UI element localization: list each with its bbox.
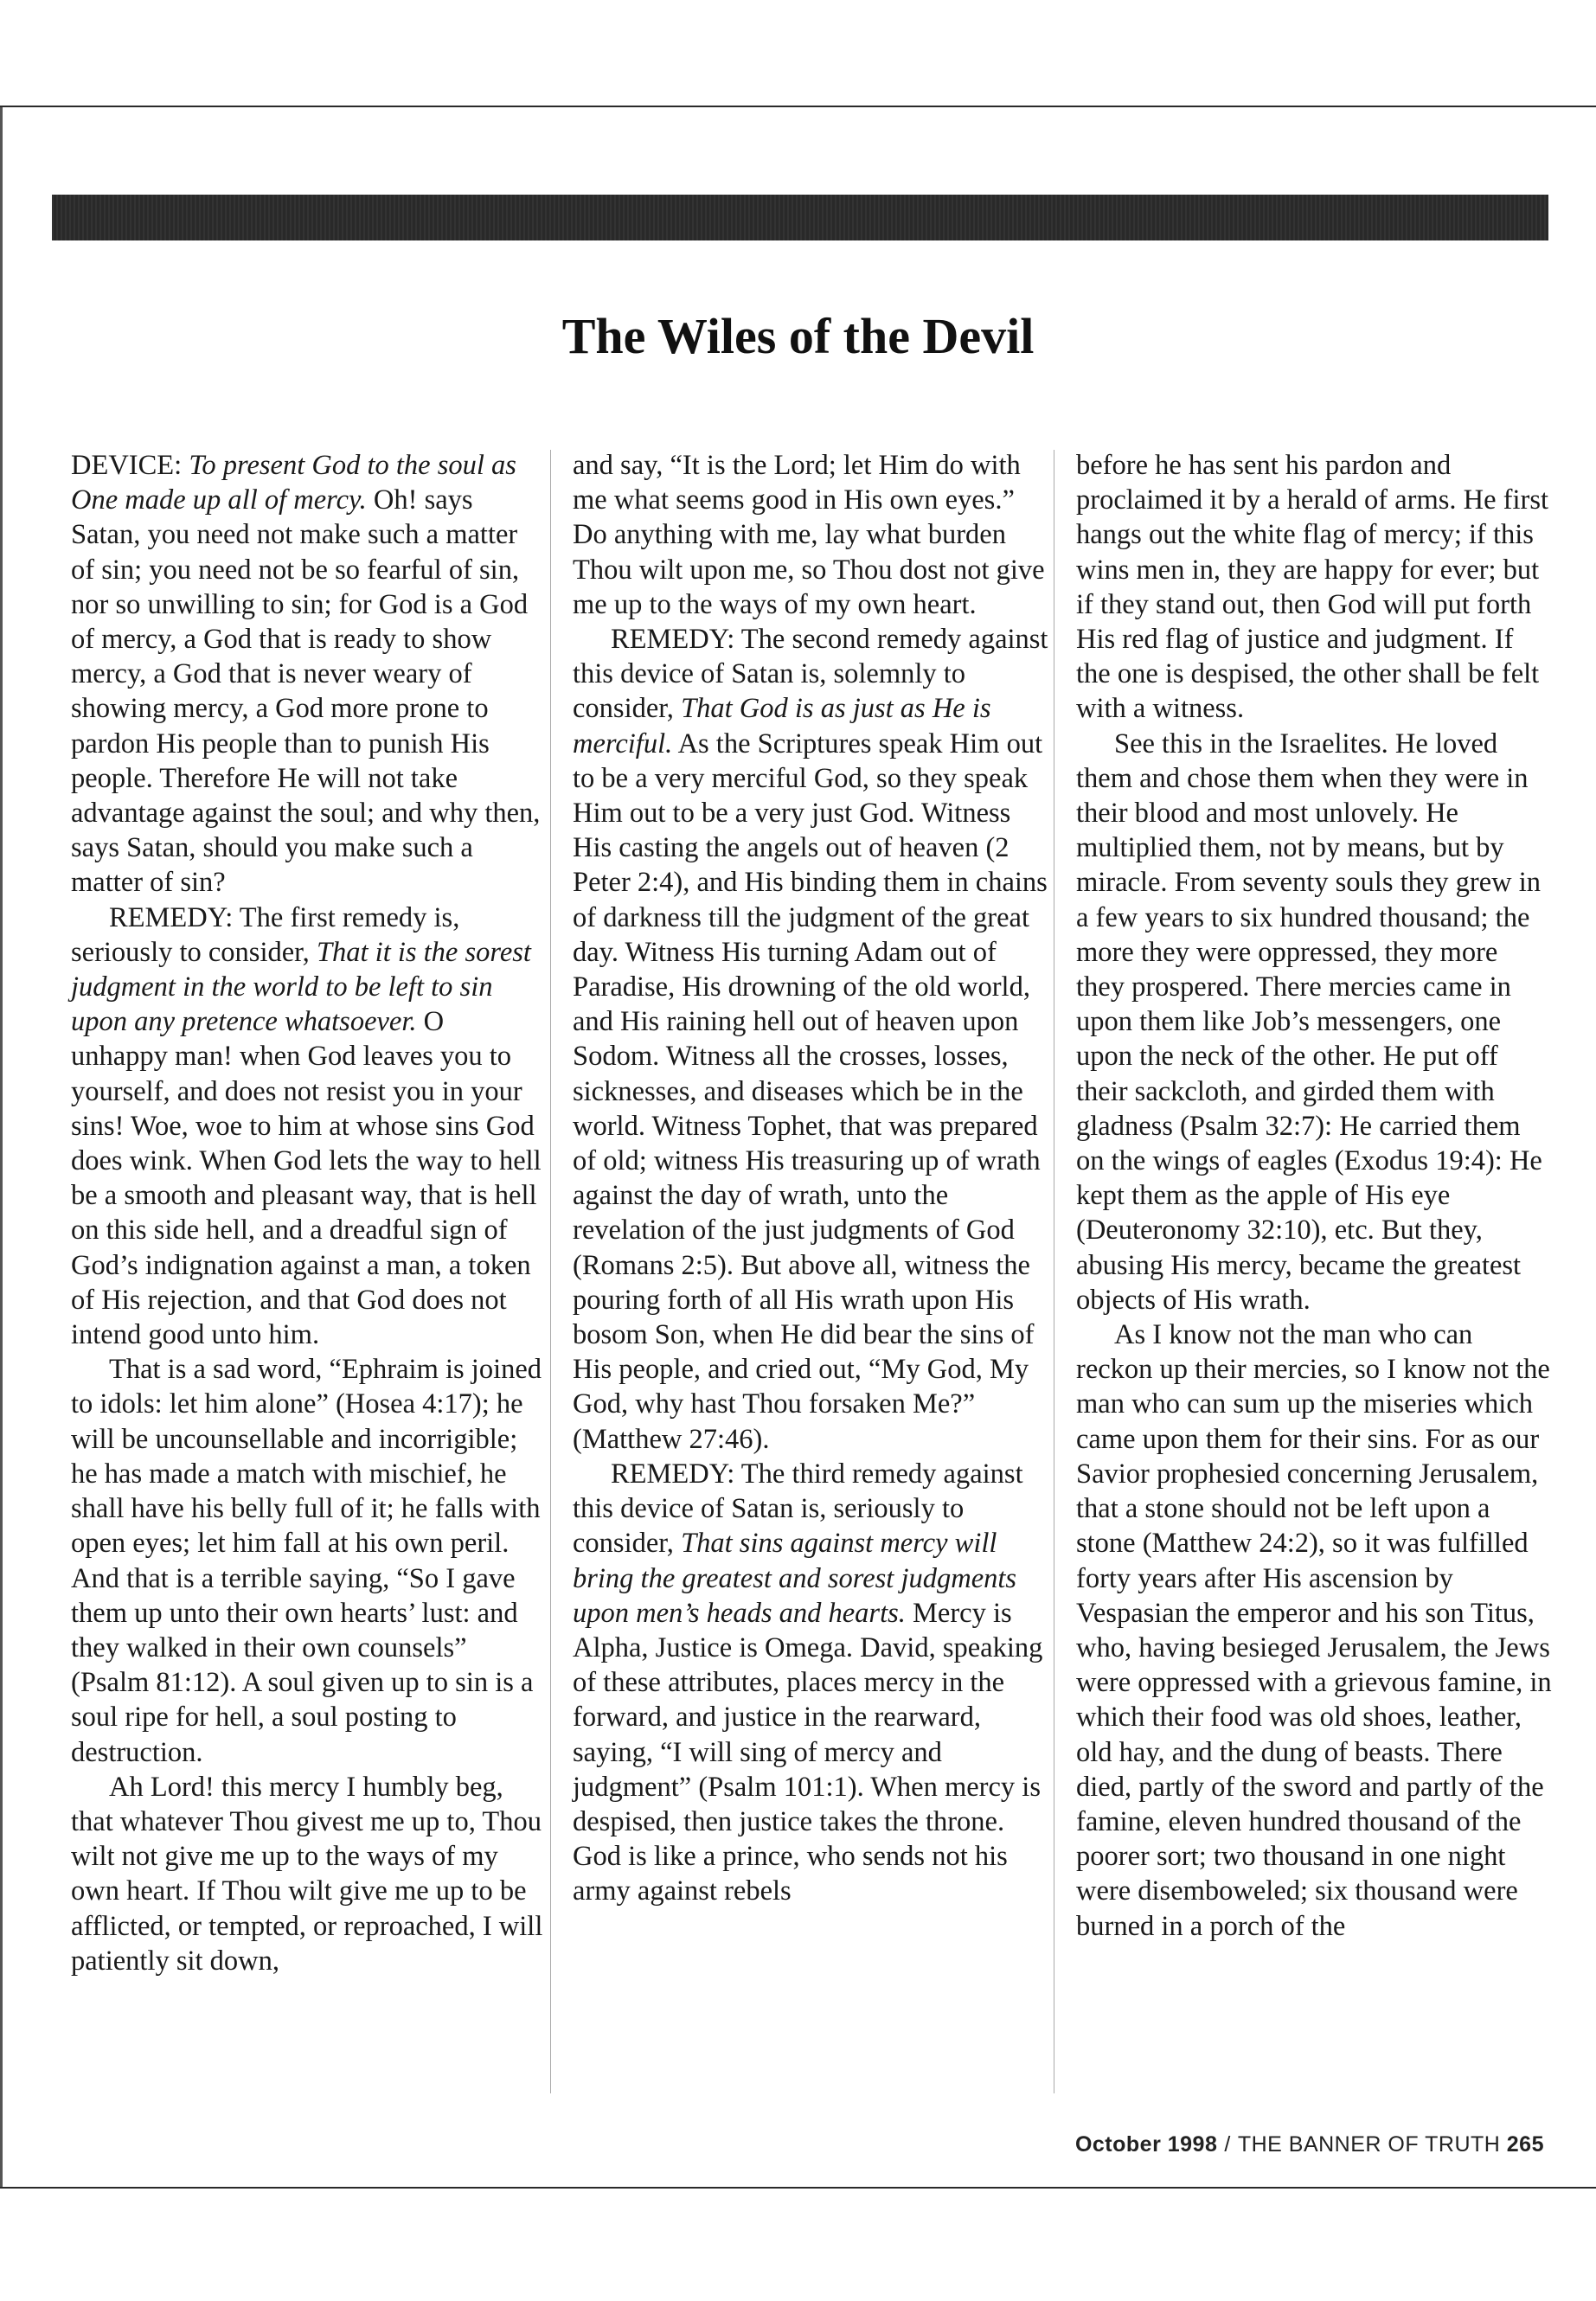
remedy-1-text: O unhappy man! when God leaves you to yourself, and does not resist you in your sins! Woe, woe to him at whose sins God does wink. When God lets the way to hell be a smooth and pleasant way, that is hell on this side hell, and a dreadful sign of God’s indignation against a man, a token of His rejection, and that God does not intend good unto him. xyxy=(71,1006,542,1351)
paragraph: Ah Lord! this mercy I humbly beg, that whatever Thou givest me up to, Thou wilt not give me up to the ways of my own heart. If Thou wilt give me up to be afflicted, or tempted, or reproached, I will patiently sit down, xyxy=(71,1771,543,1977)
paragraph-remedy-3 xyxy=(573,1457,1048,1909)
remedy-3-label: REMEDY: The third remedy against this device of Satan is, seriously to consider, xyxy=(573,1458,1023,1560)
paragraph: before he has sent his pardon and proclaimed it by a herald of arms. He first hangs out the white flag of mercy; if this wins men in, they are happy for ever; but if they stand out, then God will put forth His red flag of justice and judgment. If the one is despised, the other shall be felt with a witness. xyxy=(1076,450,1548,725)
paragraph: That is a sad word, “Ephraim is joined to idols: let him alone” (Hosea 4:17); he will be uncounsellable and incorrigible; he has made a match with mischief, he shall have his belly full of it; he falls with open eyes; let him fall at his own peril. And that is a terrible saying, “So I gave them up unto their own hearts’ lust: and they walked in their own counsels” (Psalm 81:12). A soul given up to sin is a soul ripe for hell, a soul posting to destruction. xyxy=(71,1354,542,1768)
remedy-2-text: As the Scriptures speak Him out to be a very merciful God, so they speak Him out to be a very just God. Witness His casting the angels out of heaven (2 Peter 2:4), and His binding them in chains of darkness till the judgment of the great day. Witness His turning Adam out of Paradise, His drowning of the old world, and His raining hell out of heaven upon Sodom. Witness all the crosses, losses, sicknesses, and diseases which be in the world. Witness Tophet, that was prepared of old; witness His treasuring up of wrath against the day of wrath, unto the revelation of the just judgments of God (Romans 2:5). But above all, witness the pouring forth of all His wrath upon His bosom Son, when He did bear the sins of His people, and cried out, “My God, My God, why hast Thou forsaken Me?” (Matthew 27:46). xyxy=(573,727,1048,1455)
left-margin-rule xyxy=(0,107,3,2187)
remedy-3-text: Mercy is Alpha, Justice is Omega. David, speaking of these attributes, places mercy in the forward, and justice in the rearward, saying, “I will sing of mercy and judgment” (Psalm 101:1). When mercy is despised, then justice takes the throne. God is like a prince, who sends not his army against rebels xyxy=(573,1597,1043,1907)
paragraph: See this in the Israelites. He loved them and chose them when they were in their blood and most unlovely. He multiplied them, not by means, but by miracle. From seventy souls they grew in a few years to six hundred thousand; the more they were oppressed, they more they prospered. There mercies came in upon them like Job’s messengers, one upon the neck of the other. He put off their sackcloth, and girded them with gladness (Psalm 32:7): He carried them on the wings of eagles (Exodus 19:4): He kept them as the apple of His eye (Deuteronomy 32:10), etc. But they, abusing His mercy, became the greatest objects of His wrath. xyxy=(1076,727,1542,1316)
bottom-rule xyxy=(0,2187,1596,2189)
article-column-2 xyxy=(573,448,1048,2095)
remedy-2-label: REMEDY: The second remedy against this device of Satan is, solemnly to consider, xyxy=(573,624,1048,725)
top-rule xyxy=(0,106,1596,107)
paragraph: As I know not the man who can reckon up their mercies, so I know not the man who can sum up the miseries which came upon them for their sins. For as our Savior prophesied concerning Jerusalem, that a stone should not be left upon a stone (Matthew 24:2), so it was fulfilled forty years after His ascension by Vespasian the emperor and his son Titus, who, having besieged Jerusalem, the Jews were oppressed with a grievous famine, in which their food was old shoes, leather, old hay, and the dung of beasts. There died, partly of the sword and partly of the famine, eleven hundred thousand of the poorer sort; two thousand in one night were disemboweled; six thousand were burned in a porch of the xyxy=(1076,1319,1552,1942)
device-label: DEVICE: xyxy=(71,450,189,481)
footer-date: October 1998 xyxy=(1074,2132,1218,2157)
paragraph-remedy-2 xyxy=(573,622,1048,1457)
article-column-3 xyxy=(1076,448,1552,2095)
footer-separator: / xyxy=(1224,2132,1231,2157)
article-column-1 xyxy=(71,448,547,2095)
remedy-2-emphasis: That God is as just as He is merciful. xyxy=(573,693,991,760)
column-divider xyxy=(550,450,551,2093)
page-number: 265 xyxy=(1506,2132,1544,2157)
page-footer xyxy=(1075,2132,1544,2157)
device-text: Oh! says Satan, you need not make such a matter of sin; you need not be so fearful of sin, nor so unwilling to sin; for God is a God of mercy, a God that is ready to show mercy, a God that is never weary of showing mercy, a God more prone to pardon His people than to punish His people. Therefore He will not take advantage against the soul; and why then, says Satan, should you make such a matter of sin? xyxy=(71,484,541,899)
paragraph-remedy-1 xyxy=(71,901,547,1353)
remedy-3-emphasis: That sins against mercy will bring the greatest and sorest judgments upon men’s heads and hearts. xyxy=(573,1528,1017,1629)
remedy-1-emphasis: That it is the sorest judgment in the world to be left to sin upon any pretence whatsoever. xyxy=(71,936,531,1038)
article-title: The Wiles of the Devil xyxy=(561,308,1035,364)
header-banner xyxy=(52,195,1548,240)
device-emphasis: To present God to the soul as One made up all of mercy. xyxy=(71,450,516,516)
paragraph: and say, “It is the Lord; let Him do with me what seems good in His own eyes.” Do anything with me, lay what burden Thou wilt upon me, so Thou dost not give me up to the ways of my own heart. xyxy=(573,450,1045,620)
footer-publication: THE BANNER OF TRUTH xyxy=(1237,2132,1501,2157)
remedy-1-label: REMEDY: The first remedy is, seriously to consider, xyxy=(71,901,460,968)
paragraph-device xyxy=(71,448,547,901)
